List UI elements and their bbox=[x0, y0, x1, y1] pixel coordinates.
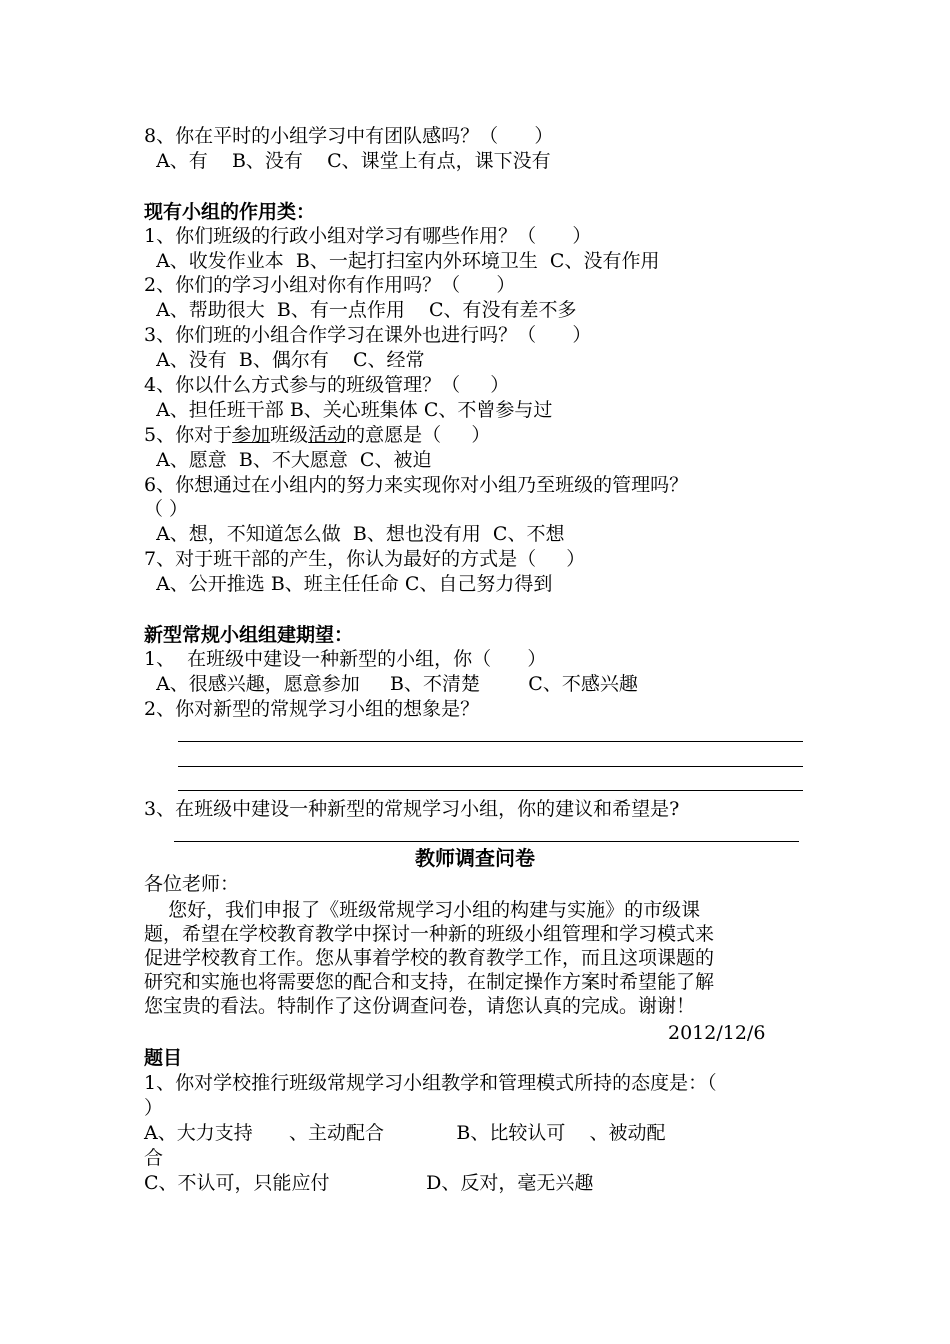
q5-prefix: 5、你对于 bbox=[144, 424, 233, 446]
existing-question-6-options: A、想，不知道怎么做 B、想也没有用 C、不想 bbox=[144, 523, 565, 545]
existing-question-1: 1、你们班级的行政小组对学习有哪些作用？（ ） bbox=[144, 225, 592, 247]
answer-line-4 bbox=[174, 841, 799, 842]
existing-question-5 bbox=[144, 423, 490, 447]
subheading: 题目 bbox=[144, 1047, 183, 1069]
teacher-question-1-options-c: C、不认可，只能应付 D、反对，毫无兴趣 bbox=[144, 1172, 594, 1194]
new-question-1: 1、 在班级中建设一种新型的小组，你（ ） bbox=[144, 648, 547, 670]
date: 2012/12/6 bbox=[668, 1022, 766, 1044]
q5-middle: 班级 bbox=[270, 424, 309, 446]
body-line: 您宝贵的看法。特制作了这份调查问卷，请您认真的完成。谢谢！ bbox=[144, 995, 696, 1017]
body-line: 题，希望在学校教育教学中探讨一种新的班级小组管理和学习模式来 bbox=[144, 923, 715, 945]
teacher-question-1-options-a: A、大力支持 、主动配合 B、比较认可 、被动配 bbox=[144, 1122, 666, 1144]
existing-question-3-options: A、没有 B、偶尔有 C、经常 bbox=[144, 349, 425, 371]
teacher-question-1-wrap: ） bbox=[144, 1097, 164, 1119]
existing-question-2-options: A、帮助很大 B、有一点作用 C、有没有差不多 bbox=[144, 299, 577, 321]
body-line: 研究和实施也将需要您的配合和支持，在制定操作方案时希望能了解 bbox=[144, 971, 715, 993]
question-8-options: A、有 B、没有 C、课堂上有点，课下没有 bbox=[144, 150, 551, 172]
teacher-question-1-options-a-wrap: 合 bbox=[144, 1147, 164, 1169]
teacher-survey-title: 教师调查问卷 bbox=[415, 846, 535, 870]
existing-question-6-paren: （ ） bbox=[144, 498, 189, 520]
answer-line-2 bbox=[178, 766, 803, 767]
existing-question-7: 7、对于班干部的产生，你认为最好的方式是（ ） bbox=[144, 548, 586, 570]
q5-underlined-1: 参加 bbox=[232, 424, 271, 446]
existing-question-3: 3、你们班的小组合作学习在课外也进行吗？（ ） bbox=[144, 324, 592, 346]
greeting: 各位老师： bbox=[144, 873, 240, 895]
new-question-2: 2、你对新型的常规学习小组的想象是？ bbox=[144, 698, 480, 720]
existing-question-6: 6、你想通过在小组内的努力来实现你对小组乃至班级的管理吗？ bbox=[144, 474, 689, 496]
existing-question-4-options: A、担任班干部 B、关心班集体 C、不曾参与过 bbox=[144, 399, 553, 421]
q5-underlined-2: 活动 bbox=[308, 424, 347, 446]
section-heading-existing: 现有小组的作用类： bbox=[144, 201, 316, 223]
new-question-3: 3、在班级中建设一种新型的常规学习小组，你的建议和希望是? bbox=[144, 798, 680, 820]
answer-line-3 bbox=[178, 790, 803, 791]
existing-question-7-options: A、公开推选 B、班主任任命 C、自己努力得到 bbox=[144, 573, 553, 595]
question-8: 8、你在平时的小组学习中有团队感吗？（ ） bbox=[144, 125, 554, 147]
q5-suffix: 的意愿是（ ） bbox=[346, 424, 491, 446]
existing-question-4: 4、你以什么方式参与的班级管理？（ ） bbox=[144, 374, 510, 396]
existing-question-5-options: A、愿意 B、不大愿意 C、被迫 bbox=[144, 449, 432, 471]
body-line: 您好，我们申报了《班级常规学习小组的构建与实施》的市级课 bbox=[144, 899, 701, 921]
new-question-1-options: A、很感兴趣，愿意参加 B、不清楚 C、不感兴趣 bbox=[144, 673, 638, 695]
teacher-question-1: 1、你对学校推行班级常规学习小组教学和管理模式所持的态度是：（ bbox=[144, 1072, 717, 1094]
body-line: 促进学校教育工作。您从事着学校的教育教学工作，而且这项课题的 bbox=[144, 947, 715, 969]
answer-line-1 bbox=[178, 741, 803, 742]
existing-question-2: 2、你们的学习小组对你有作用吗？（ ） bbox=[144, 274, 516, 296]
existing-question-1-options: A、收发作业本 B、一起打扫室内外环境卫生 C、没有作用 bbox=[144, 250, 660, 272]
section-heading-new: 新型常规小组组建期望： bbox=[144, 624, 354, 646]
